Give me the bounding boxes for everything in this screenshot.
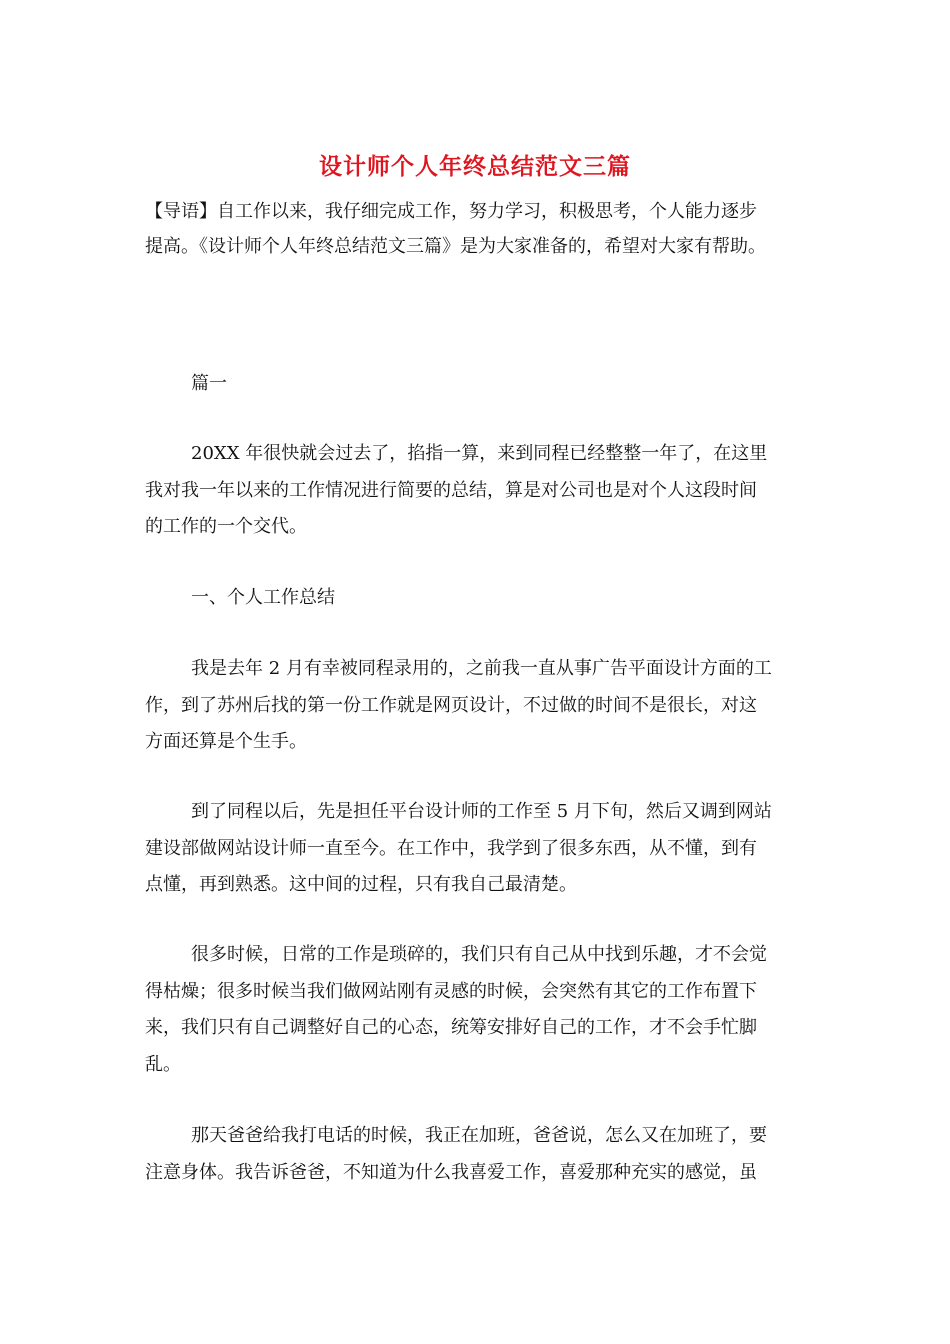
paragraph-line: 20XX 年很快就会过去了，掐指一算，来到同程已经整整一年了，在这里 bbox=[191, 443, 768, 464]
paragraph bbox=[145, 580, 815, 617]
paragraph-line: 得枯燥；很多时候当我们做网站刚有灵感的时候，会突然有其它的工作布置下 bbox=[145, 980, 757, 1002]
document-title: 设计师个人年终总结范文三篇 bbox=[319, 153, 631, 180]
paragraph-line: 那天爸爸给我打电话的时候，我正在加班，爸爸说，怎么又在加班了，要 bbox=[191, 1125, 767, 1146]
paragraph bbox=[145, 794, 815, 904]
paragraph bbox=[145, 651, 815, 761]
section-label: 篇一 bbox=[191, 373, 227, 394]
intro-line: 提高。《设计师个人年终总结范文三篇》是为大家准备的，希望对大家有帮助。 bbox=[145, 236, 766, 257]
section-heading bbox=[145, 366, 815, 403]
paragraph-line: 方面还算是个生手。 bbox=[145, 731, 307, 752]
paragraph-line: 很多时候，日常的工作是琐碎的，我们只有自己从中找到乐趣，才不会觉 bbox=[191, 944, 767, 965]
paragraph-line: 我是去年 2 月有幸被同程录用的，之前我一直从事广告平面设计方面的工 bbox=[191, 658, 772, 679]
paragraph bbox=[145, 937, 815, 1083]
paragraph-line: 注意身体。我告诉爸爸，不知道为什么我喜爱工作，喜爱那种充实的感觉，虽 bbox=[145, 1161, 757, 1183]
paragraph-line: 的工作的一个交代。 bbox=[145, 516, 307, 537]
paragraph-line: 点懂，再到熟悉。这中间的过程，只有我自己最清楚。 bbox=[145, 874, 577, 895]
intro-paragraph bbox=[145, 194, 815, 264]
paragraph-line: 建设部做网站设计师一直至今。在工作中，我学到了很多东西，从不懂，到有 bbox=[145, 837, 757, 859]
paragraph-line: 乱。 bbox=[145, 1053, 181, 1075]
paragraph-line: 来，我们只有自己调整好自己的心态，统筹安排好自己的工作，才不会手忙脚 bbox=[145, 1017, 757, 1038]
paragraph bbox=[145, 1118, 815, 1191]
paragraph bbox=[145, 436, 815, 546]
subheading-line: 一、个人工作总结 bbox=[191, 587, 335, 608]
paragraph-line: 我对我一年以来的工作情况进行简要的总结，算是对公司也是对个人这段时间 bbox=[145, 479, 757, 501]
intro-line: 【导语】自工作以来，我仔细完成工作，努力学习，积极思考，个人能力逐步 bbox=[145, 201, 757, 222]
paragraph-line: 到了同程以后，先是担任平台设计师的工作至 5 月下旬，然后又调到网站 bbox=[191, 801, 772, 822]
paragraph-line: 作，到了苏州后找的第一份工作就是网页设计，不过做的时间不是很长，对这 bbox=[145, 694, 757, 716]
